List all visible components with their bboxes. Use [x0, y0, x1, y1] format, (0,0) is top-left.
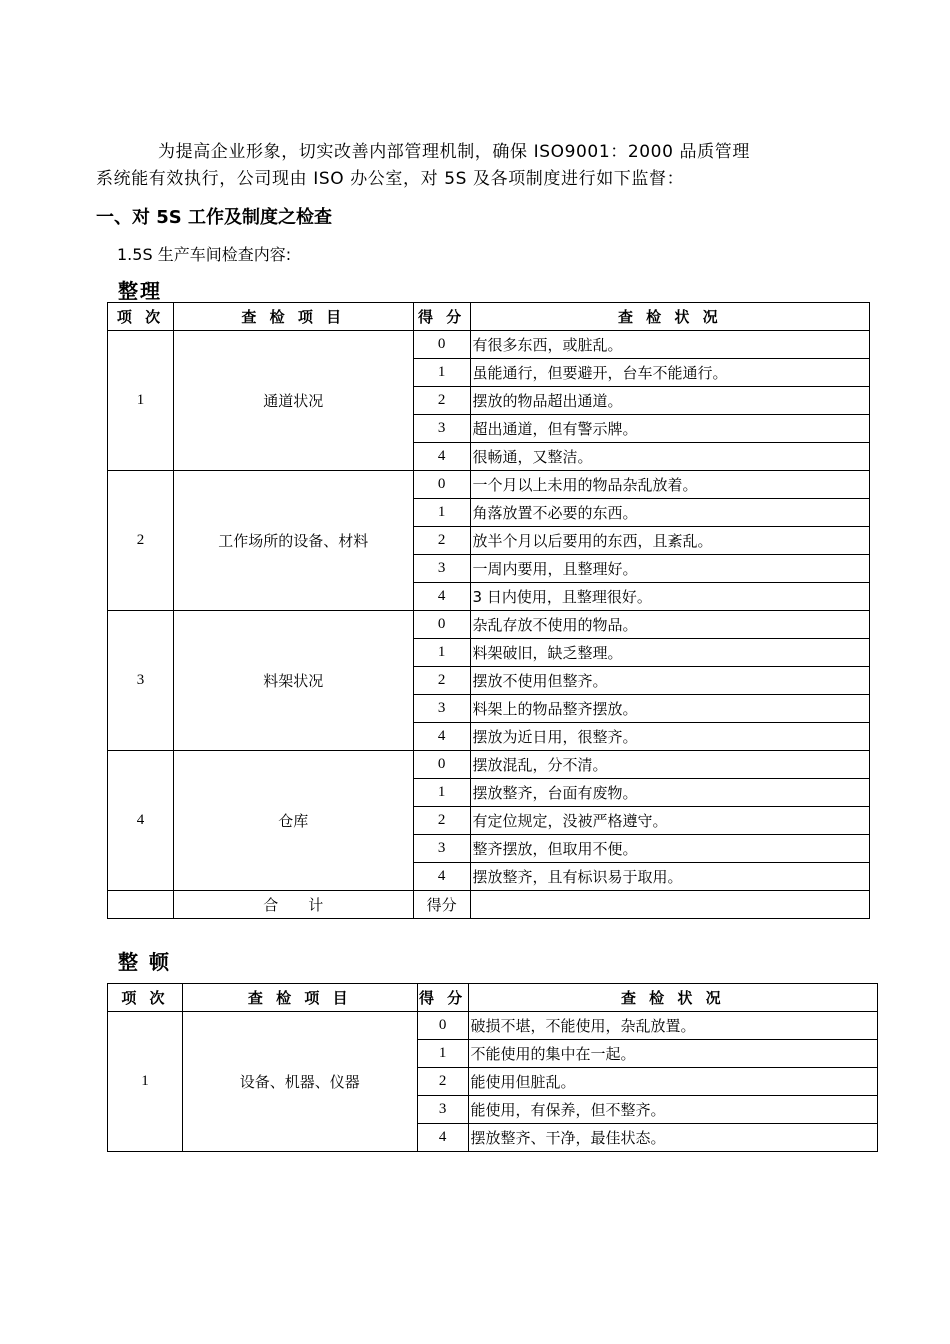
total-label: 合 计 [173, 891, 413, 919]
row-description: 很畅通，又整洁。 [470, 443, 869, 471]
header-index: 项 次 [108, 984, 183, 1012]
row-item: 料架状况 [173, 611, 413, 751]
row-description: 3 日内使用，且整理很好。 [470, 583, 869, 611]
row-score: 3 [413, 695, 470, 723]
total-row [108, 891, 870, 919]
row-index: 4 [108, 751, 174, 891]
row-score: 0 [413, 751, 470, 779]
row-description: 有很多东西，或脏乱。 [470, 331, 869, 359]
row-score: 1 [417, 1040, 468, 1068]
row-score: 4 [417, 1124, 468, 1152]
row-score: 2 [417, 1068, 468, 1096]
row-description: 角落放置不必要的东西。 [470, 499, 869, 527]
row-description: 破损不堪，不能使用，杂乱放置。 [468, 1012, 877, 1040]
row-description: 能使用但脏乱。 [468, 1068, 877, 1096]
row-index: 1 [108, 331, 174, 471]
row-description: 料架上的物品整齐摆放。 [470, 695, 869, 723]
row-score: 1 [413, 639, 470, 667]
row-description: 虽能通行，但要避开，台车不能通行。 [470, 359, 869, 387]
row-score: 4 [413, 583, 470, 611]
row-description: 摆放整齐，台面有废物。 [470, 779, 869, 807]
row-score: 0 [413, 331, 470, 359]
seiton-table [107, 983, 878, 1152]
total-score-label: 得分 [413, 891, 470, 919]
row-score: 3 [413, 555, 470, 583]
row-item: 通道状况 [173, 331, 413, 471]
section-title-seiri: 整理 [118, 279, 162, 303]
row-description: 超出通道，但有警示牌。 [470, 415, 869, 443]
row-description: 摆放混乱，分不清。 [470, 751, 869, 779]
table-row [108, 751, 870, 779]
row-description: 有定位规定，没被严格遵守。 [470, 807, 869, 835]
seiri-table [107, 302, 870, 919]
row-description: 摆放整齐、干净，最佳状态。 [468, 1124, 877, 1152]
row-description: 不能使用的集中在一起。 [468, 1040, 877, 1068]
total-score-value [470, 891, 869, 919]
table-row [108, 611, 870, 639]
row-item: 设备、机器、仪器 [182, 1012, 417, 1152]
row-description: 一个月以上未用的物品杂乱放着。 [470, 471, 869, 499]
table-row [108, 471, 870, 499]
row-description: 摆放不使用但整齐。 [470, 667, 869, 695]
row-score: 1 [413, 359, 470, 387]
row-score: 2 [413, 807, 470, 835]
table-header-row [108, 984, 878, 1012]
row-item: 仓库 [173, 751, 413, 891]
row-score: 2 [413, 387, 470, 415]
table-header-row [108, 303, 870, 331]
row-score: 1 [413, 779, 470, 807]
section-heading: 一、对 5S 工作及制度之检查 [96, 207, 333, 228]
row-score: 3 [413, 835, 470, 863]
header-score: 得 分 [413, 303, 470, 331]
table-row [108, 331, 870, 359]
header-item: 查 检 项 目 [182, 984, 417, 1012]
row-score: 1 [413, 499, 470, 527]
row-description: 摆放的物品超出通道。 [470, 387, 869, 415]
table-row [108, 1012, 878, 1040]
row-score: 0 [417, 1012, 468, 1040]
row-score: 0 [413, 611, 470, 639]
header-item: 查 检 项 目 [173, 303, 413, 331]
row-index: 3 [108, 611, 174, 751]
row-item: 工作场所的设备、材料 [173, 471, 413, 611]
header-status: 查 检 状 况 [470, 303, 869, 331]
row-description: 摆放为近日用，很整齐。 [470, 723, 869, 751]
header-index: 项 次 [108, 303, 174, 331]
row-description: 杂乱存放不使用的物品。 [470, 611, 869, 639]
row-score: 3 [413, 415, 470, 443]
row-score: 2 [413, 667, 470, 695]
row-description: 摆放整齐，且有标识易于取用。 [470, 863, 869, 891]
row-index: 2 [108, 471, 174, 611]
sub-heading: 1.5S 生产车间检查内容: [117, 245, 292, 264]
row-score: 4 [413, 723, 470, 751]
intro-paragraph [96, 139, 856, 193]
header-score: 得 分 [417, 984, 468, 1012]
row-description: 一周内要用，且整理好。 [470, 555, 869, 583]
row-score: 4 [413, 443, 470, 471]
section-title-seiton: 整 顿 [118, 950, 171, 974]
row-score: 2 [413, 527, 470, 555]
total-index-cell [108, 891, 174, 919]
row-score: 0 [413, 471, 470, 499]
row-description: 能使用，有保养，但不整齐。 [468, 1096, 877, 1124]
header-status: 查 检 状 况 [468, 984, 877, 1012]
row-index: 1 [108, 1012, 183, 1152]
row-score: 4 [413, 863, 470, 891]
row-description: 放半个月以后要用的东西，且紊乱。 [470, 527, 869, 555]
intro-line-1: 为提高企业形象，切实改善内部管理机制，确保 ISO9001：2000 品质管理 [158, 142, 750, 162]
intro-line-2: 系统能有效执行，公司现由 ISO 办公室，对 5S 及各项制度进行如下监督： [96, 169, 685, 189]
row-score: 3 [417, 1096, 468, 1124]
row-description: 整齐摆放，但取用不便。 [470, 835, 869, 863]
row-description: 料架破旧，缺乏整理。 [470, 639, 869, 667]
